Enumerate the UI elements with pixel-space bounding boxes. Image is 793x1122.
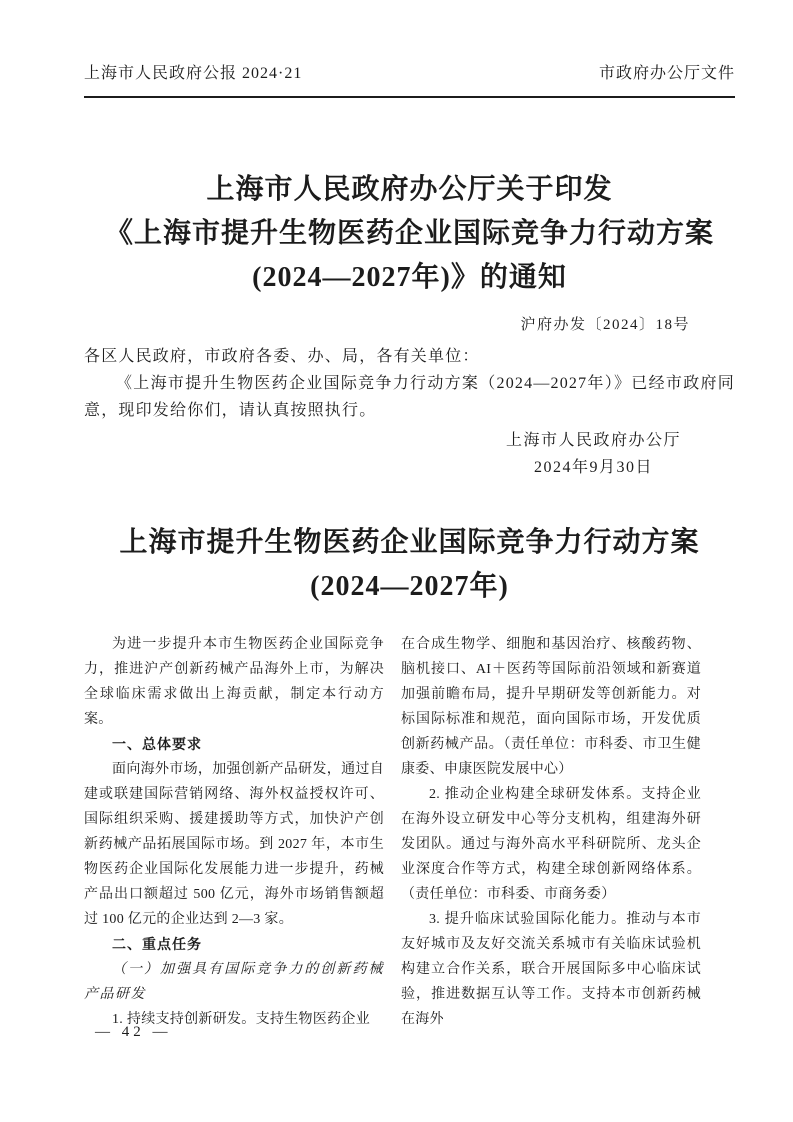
page-number: — 42 —	[95, 1024, 172, 1040]
plan-title	[84, 521, 735, 609]
notice-title-line: 上海市人民政府办公厅关于印发	[206, 174, 613, 205]
paragraph: 2. 推动企业构建全球研发体系。支持企业在海外设立研发中心等分支机构，组建海外研发团队。通过与海外高水平科研院所、龙头企业深度合作等方式，构建全球创新网络体系。（责任单位：市科委、市商务委）	[401, 787, 701, 902]
notice-title-line: 《上海市提升生物医药企业国际竞争力行动方案	[104, 218, 714, 249]
page-header	[84, 60, 735, 98]
paragraph: 为进一步提升本市生物医药企业国际竞争力，推进沪产创新药械产品海外上市，为解决全球临床需求做出上海贡献，制定本行动方案。	[84, 637, 384, 727]
salutation: 各区人民政府，市政府各委、办、局，各有关单位：	[84, 348, 480, 365]
paragraph: 二、重点任务	[112, 936, 202, 952]
doc-category-label: 市政府办公厅文件	[598, 65, 735, 82]
right-column	[401, 632, 701, 1032]
plan-title-line: (2024—2027年)	[310, 571, 509, 602]
doc-number: 沪府办发〔2024〕18号	[520, 317, 690, 333]
left-column	[84, 632, 384, 1032]
signature-date: 2024年9月30日	[533, 459, 653, 476]
signature-block	[506, 427, 681, 481]
paragraph: （一）加强具有国际竞争力的创新药械产品研发	[84, 962, 384, 1002]
paragraph: 3. 提升临床试验国际化能力。推动与本市友好城市及友好交流关系城市有关临床试验机构建立合作关系，联合开展国际多中心临床试验，推进数据互认等工作。支持本市创新药械在海外	[401, 912, 701, 1027]
signature-org: 上海市人民政府办公厅	[505, 432, 681, 449]
notice-title	[84, 168, 735, 300]
notice-title-line: (2024—2027年)》的通知	[252, 262, 567, 293]
notice-body-paragraph: 《上海市提升生物医药企业国际竞争力行动方案（2024—2027年）》已经市政府同意，现印发给你们，请认真按照执行。	[84, 375, 735, 419]
paragraph: 1. 持续支持创新研发。支持生物医药企业	[112, 1012, 370, 1027]
paragraph: 面向海外市场，加强创新产品研发，通过自建或联建国际营销网络、海外权益授权许可、国际组织采购、援建援助等方式，加快沪产创新药械产品拓展国际市场。到 2027 年，本市生物医药企业国际化发展能力进一步提升，药械产品出口额超过 500 亿元，海外市场销售额超过 100 亿元的企业达到 2—3 家。	[84, 762, 384, 927]
gazette-issue-label: 上海市人民政府公报 2024·21	[84, 65, 303, 82]
two-column-body	[84, 632, 701, 1032]
paragraph: 在合成生物学、细胞和基因治疗、核酸药物、脑机接口、AI＋医药等国际前沿领域和新赛道加强前瞻布局，提升早期研发等创新能力。对标国际标准和规范，面向国际市场，开发优质创新药械产品。（责任单位：市科委、市卫生健康委、申康医院发展中心）	[401, 637, 701, 777]
paragraph: 一、总体要求	[112, 736, 202, 752]
plan-title-line: 上海市提升生物医药企业国际竞争力行动方案	[119, 527, 700, 558]
